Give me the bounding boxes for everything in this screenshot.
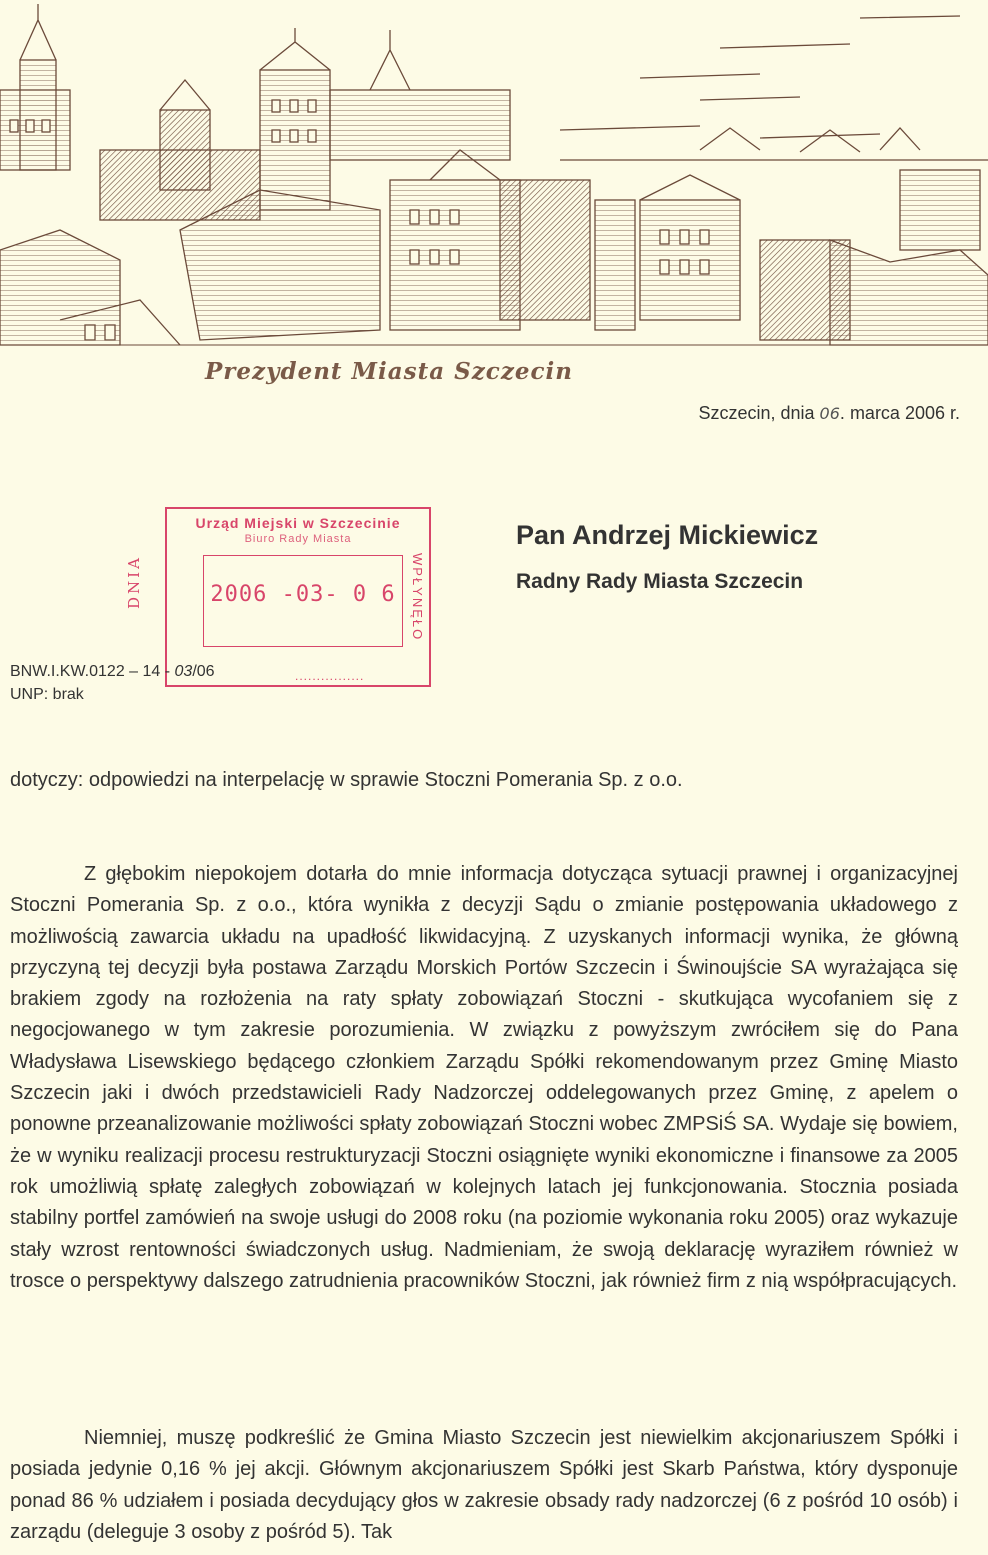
subject-line: dotyczy: odpowiedzi na interpelację w sprawie Stoczni Pomerania Sp. z o.o. [10, 769, 683, 791]
reference-number [10, 663, 215, 681]
stamp-department: Biuro Rady Miasta [244, 533, 352, 545]
stamp-dots: ................ [295, 669, 365, 683]
date-day-handwritten: 06 [819, 404, 840, 423]
recipient-title: Radny Rady Miasta Szczecin [516, 570, 804, 593]
date-line: Szczecin, dnia 06. marca 2006 r. [698, 403, 960, 423]
city-engraving-illustration [0, 0, 988, 350]
stamp-date-box [203, 555, 403, 647]
date-suffix: marca 2006 r. [849, 403, 960, 423]
received-stamp [125, 507, 431, 687]
stamp-office-name: Urząd Miejski w Szczecinie [195, 515, 401, 531]
reference-suffix: /06 [192, 663, 215, 680]
letterhead-title: Prezydent Miasta Szczecin [205, 358, 573, 385]
recipient-name: Pan Andrzej Mickiewicz [516, 520, 819, 550]
reference-handwritten: 03 [174, 663, 193, 680]
stamp-wplynelo-label: WPŁYNĘŁO [410, 553, 425, 642]
date-prefix: Szczecin, dnia [698, 403, 815, 423]
stamp-dnia-label: DNIA [125, 555, 143, 609]
unp-line: UNP: brak [10, 686, 84, 703]
body-paragraph-2: Niemniej, muszę podkreślić że Gmina Miasto Szczecin jest niewielkim akcjonariuszem Spółki i posiada jedynie 0,16 % jej akcji. Głównym akcjonariuszem Spółki jest Skarb Państwa, który dysponuje ponad 86 % udziałem i posiada decydujący głos w zakresie obsady rady nadzorczej (6 z pośród 10 osób) i zarządu (deleguje 3 osoby z pośród 5). Tak [10, 1427, 958, 1543]
body-paragraph-1: Z głębokim niepokojem dotarła do mnie informacja dotycząca sytuacji prawnej i organizacyjnej Stoczni Pomerania Sp. z o.o., która wynikła z decyzji Sądu o zmianie postępowania układowego z możliwością zawarcia układu na upadłość likwidacyjną. Z uzyskanych informacji wynika, że główną przyczyną tej decyzji była postawa Zarządu Morskich Portów Szczecin i Świnoujście SA wyrażająca się brakiem zgody na rozłożenia na raty spłaty zobowiązań Stoczni - skutkująca wycofaniem się z negocjowanego w tym zakresie porozumienia. W związku z powyższym zwróciłem się do Pana Władysława Lisewskiego będącego członkiem Zarządu Spółki rekomendowanym przez Gminę Miasto Szczecin jaki i dwóch przedstawicieli Rady Nadzorczej oddelegowanych przez Gminę, z apelem o ponowne przeanalizowanie możliwości spłaty zobowiązań Stoczni wobec ZMPSiŚ SA. Wydaje się bowiem, że w wyniku realizacji procesu restrukturyzacji Stoczni osiągnięte wyniki ekonomiczne i finansowe za 2005 rok umożliwią spłatę zaległych zobowiązań w kolejnych latach jej funkcjonowania. Stocznia posiada stabilny portfel zamówień na swoje usługi do 2008 roku (na poziomie wykonania roku 2005) oraz wykazuje stały wzrost rentowności świadczonych usług. Nadmieniam, że swoją deklarację wyraziłem również w trosce o perspektywy dalszego zatrudnienia pracowników Stoczni, jak również firm z nią współpracujących. [10, 863, 958, 1292]
stamp-date: 2006 -03- 0 6 [210, 582, 396, 607]
reference-prefix: BNW.I.KW.0122 – 14 - [10, 663, 175, 680]
